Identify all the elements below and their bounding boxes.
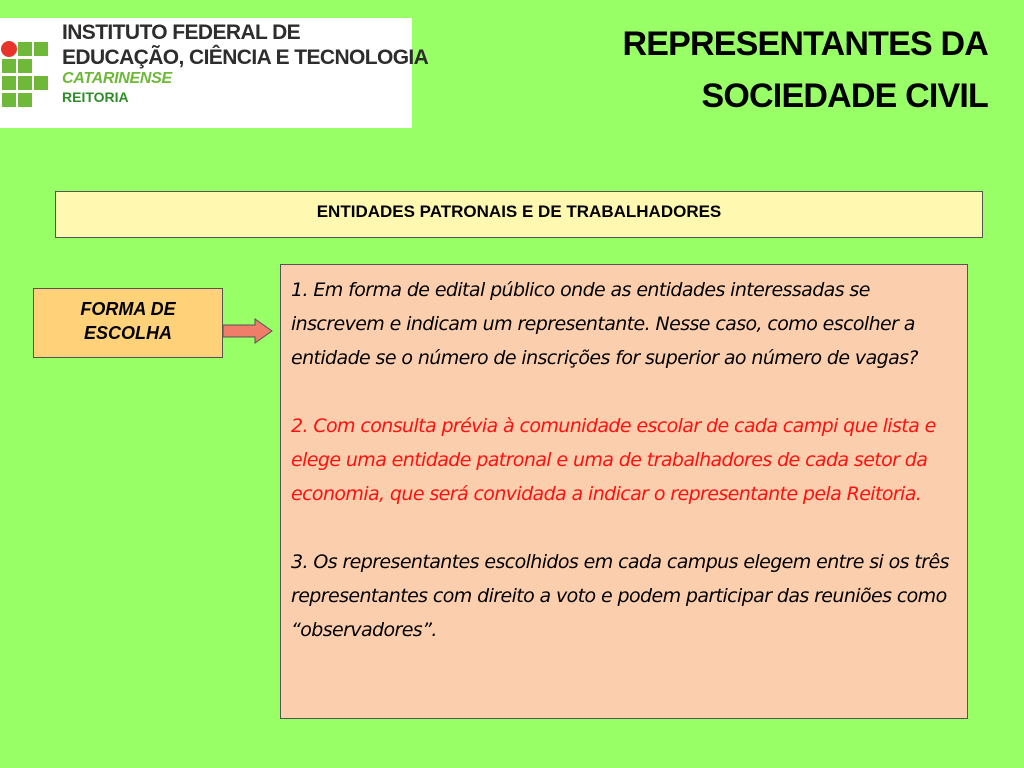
label-line-1: FORMA DE xyxy=(80,299,176,319)
logo-line-1: INSTITUTO FEDERAL DE xyxy=(62,21,301,44)
forma-de-escolha-label xyxy=(33,288,223,358)
logo-line-3: CATARINENSE xyxy=(62,70,172,87)
option-item-2: 2. Com consulta prévia à comunidade escolar de cada campi que lista e elege uma entidade patronal e uma de trabalhadores de cada setor da economia, que será convidada a indicar o representante pela Reitoria. xyxy=(291,415,936,505)
logo-line-2: EDUCAÇÃO, CIÊNCIA E TECNOLOGIA xyxy=(62,46,429,69)
label-line-2: ESCOLHA xyxy=(83,323,172,343)
right-arrow-icon xyxy=(222,318,274,344)
institute-logo-icon xyxy=(0,18,60,128)
section-header: ENTIDADES PATRONAIS E DE TRABALHADORES xyxy=(55,191,983,238)
option-item-3: 3. Os representantes escolhidos em cada campus elegem entre si os três representantes com direito a voto e podem participar das reuniões como “observadores”. xyxy=(291,551,949,641)
slide-title-line-2: SOCIEDADE CIVIL xyxy=(701,77,988,115)
slide-title xyxy=(623,18,988,122)
slide-title-line-1: REPRESENTANTES DA xyxy=(622,25,988,63)
logo xyxy=(0,18,429,128)
option-item-1: 1. Em forma de edital público onde as entidades interessadas se inscrevem e indicam um representante. Nesse caso, como escolher a entidade se o número de inscrições for superior ao número de vagas? xyxy=(291,279,918,369)
logo-text xyxy=(62,20,428,106)
logo-line-4: REITORIA xyxy=(62,89,129,105)
options-list xyxy=(280,264,968,719)
